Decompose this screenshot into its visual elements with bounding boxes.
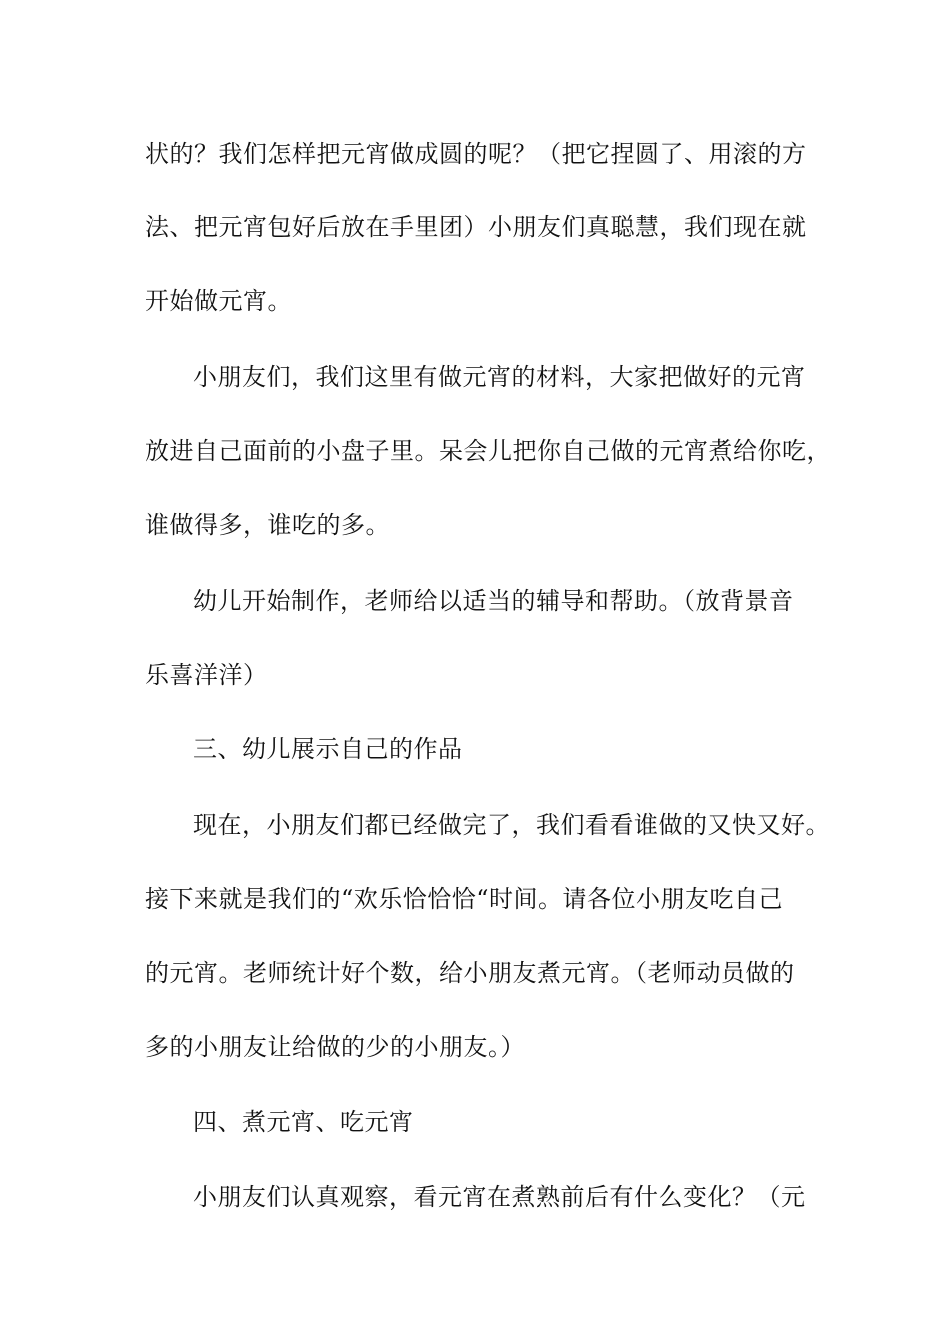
text-line: 乐喜洋洋） [145,661,268,689]
text-line: 法、把元宵包好后放在手里团）小朋友们真聪慧，我们现在就 [145,213,807,241]
section-heading: 三、幼儿展示自己的作品 [193,735,463,763]
text-line: 放进自己面前的小盘子里。呆会儿把你自己做的元宵煮给你吃， [145,437,831,465]
text-line: 接下来就是我们的“欢乐恰恰恰“时间。请各位小朋友吃自己 [145,885,784,913]
text-line: 谁做得多，谁吃的多。 [145,511,390,539]
text-line: 多的小朋友让给做的少的小朋友。） [145,1033,525,1061]
text-line: 幼儿开始制作，老师给以适当的辅导和帮助。（放背景音 [193,587,794,615]
text-line: 状的？我们怎样把元宵做成圆的呢？（把它捏圆了、用滚的方 [145,140,807,168]
text-line: 的元宵。老师统计好个数，给小朋友煮元宵。（老师动员做的 [145,959,795,987]
text-line: 开始做元宵。 [145,287,292,315]
text-line: 小朋友们认真观察，看元宵在煮熟前后有什么变化？（元 [193,1183,806,1211]
text-line: 小朋友们，我们这里有做元宵的材料，大家把做好的元宵 [193,363,806,391]
section-heading: 四、煮元宵、吃元宵 [193,1108,414,1136]
text-line: 现在，小朋友们都已经做完了，我们看看谁做的又快又好。 [193,811,830,839]
